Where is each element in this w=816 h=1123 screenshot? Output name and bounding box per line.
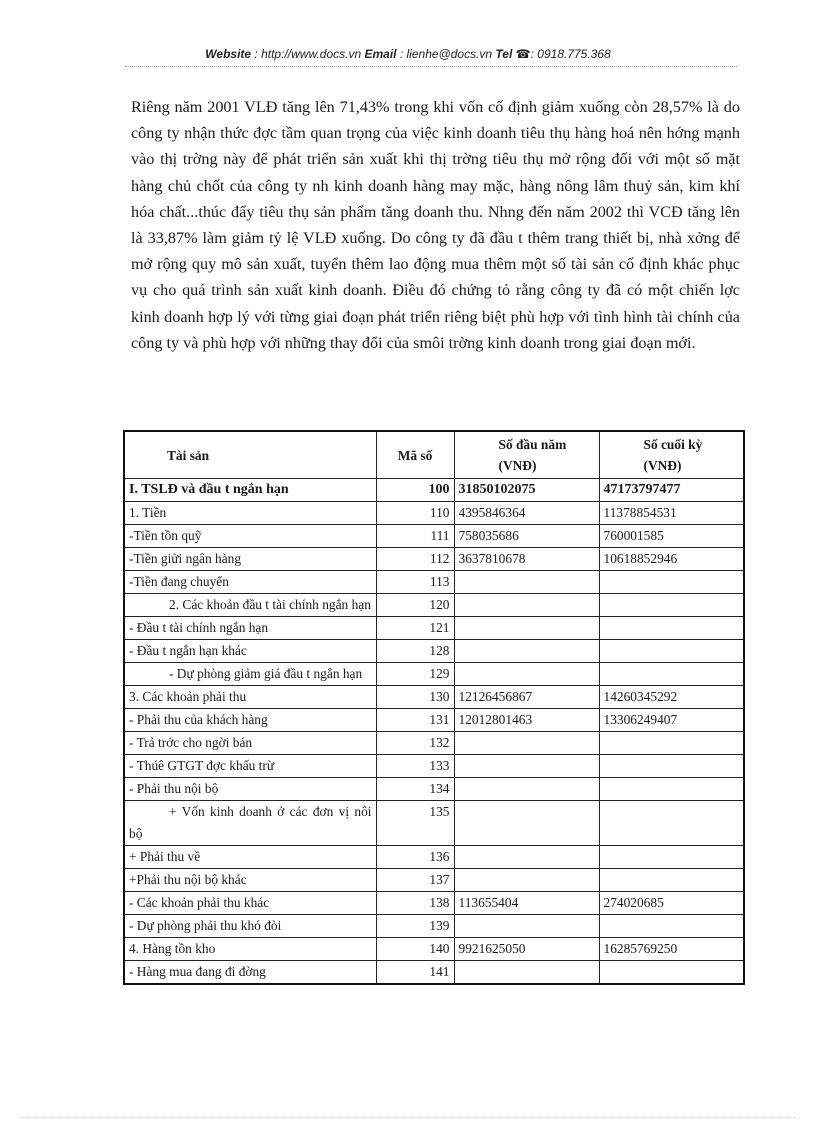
code-cell: 100: [376, 479, 454, 502]
table-row: [124, 801, 744, 846]
asset-name-cell: - Hàng mua đang đi đờng: [124, 961, 376, 985]
asset-name-cell: 4. Hàng tồn kho: [124, 938, 376, 961]
table-row: [124, 479, 744, 502]
end-value-cell: [599, 869, 744, 892]
table-row: [124, 525, 744, 548]
asset-name-cell: +Phải thu nội bộ khác: [124, 869, 376, 892]
begin-value-cell: [454, 617, 599, 640]
asset-name-cell: 2. Các khoản đầu t tài chính ngắn hạn: [124, 594, 376, 617]
code-cell: 141: [376, 961, 454, 985]
table-row: [124, 640, 744, 663]
code-cell: 128: [376, 640, 454, 663]
asset-table: [123, 430, 745, 985]
phone-number: : 0918.775.368: [530, 47, 611, 61]
code-cell: 137: [376, 869, 454, 892]
begin-value-cell: [454, 732, 599, 755]
table-row: [124, 663, 744, 686]
code-cell: 129: [376, 663, 454, 686]
asset-name-cell: - Đầu t ngắn hạn khác: [124, 640, 376, 663]
begin-value-cell: [454, 594, 599, 617]
table-row: [124, 732, 744, 755]
email-label: Email: [364, 47, 397, 61]
begin-value-cell: 12126456867: [454, 686, 599, 709]
asset-name-cell: -Tiền đang chuyển: [124, 571, 376, 594]
begin-value-cell: [454, 801, 599, 846]
code-cell: 136: [376, 846, 454, 869]
begin-value-cell: 4395846364: [454, 502, 599, 525]
end-value-cell: [599, 755, 744, 778]
code-cell: 120: [376, 594, 454, 617]
code-cell: 138: [376, 892, 454, 915]
table-row: [124, 915, 744, 938]
code-cell: 131: [376, 709, 454, 732]
table-row: [124, 892, 744, 915]
header-divider: [125, 66, 737, 67]
end-value-cell: 274020685: [599, 892, 744, 915]
begin-value-cell: [454, 846, 599, 869]
end-value-cell: 14260345292: [599, 686, 744, 709]
tel-label: Tel: [495, 47, 513, 61]
asset-name-cell: I. TSLĐ và đầu t ngắn hạn: [124, 479, 376, 502]
website-url[interactable]: : http://www.docs.vn: [254, 47, 362, 61]
begin-value-cell: 12012801463: [454, 709, 599, 732]
begin-value-cell: [454, 915, 599, 938]
email-address[interactable]: : lienhe@docs.vn: [399, 47, 493, 61]
asset-name-cell: - Đầu t tài chính ngắn hạn: [124, 617, 376, 640]
footer-divider: [20, 1117, 796, 1118]
begin-value-cell: [454, 961, 599, 985]
table-row: [124, 846, 744, 869]
table-row: [124, 961, 744, 985]
begin-value-cell: 3637810678: [454, 548, 599, 571]
asset-name-cell: - Phải thu của khách hàng: [124, 709, 376, 732]
table-row: [124, 938, 744, 961]
asset-name-cell: -Tiền tồn quỹ: [124, 525, 376, 548]
begin-value-cell: 758035686: [454, 525, 599, 548]
asset-name-cell: - Các khoản phải thu khác: [124, 892, 376, 915]
end-value-cell: [599, 961, 744, 985]
website-label: Website: [205, 47, 252, 61]
asset-name-cell: - Thúê GTGT đợc khấu trừ: [124, 755, 376, 778]
begin-value-cell: [454, 571, 599, 594]
end-value-cell: [599, 571, 744, 594]
begin-value-cell: [454, 778, 599, 801]
begin-value-cell: 31850102075: [454, 479, 599, 502]
end-value-cell: [599, 915, 744, 938]
end-value-cell: [599, 846, 744, 869]
asset-name-cell: 3. Các khoản phải thu: [124, 686, 376, 709]
asset-name-cell: - Phải thu nội bộ: [124, 778, 376, 801]
asset-name-cell: + Vốn kinh doanh ở các đơn vị nôi bộ: [124, 801, 376, 846]
asset-name-cell: 1. Tiền: [124, 502, 376, 525]
end-value-cell: [599, 663, 744, 686]
end-value-cell: [599, 594, 744, 617]
table-row: [124, 869, 744, 892]
code-cell: 112: [376, 548, 454, 571]
end-value-cell: [599, 732, 744, 755]
code-cell: 140: [376, 938, 454, 961]
asset-name-cell: - Trả trớc cho ngời bán: [124, 732, 376, 755]
table-row: [124, 686, 744, 709]
end-value-cell: 47173797477: [599, 479, 744, 502]
asset-name-cell: - Dự phòng giảm giá đầu t ngắn hạn: [124, 663, 376, 686]
end-value-cell: 760001585: [599, 525, 744, 548]
end-value-cell: [599, 778, 744, 801]
table-row: [124, 778, 744, 801]
page-header: [0, 47, 816, 61]
code-cell: 132: [376, 732, 454, 755]
begin-value-cell: 9921625050: [454, 938, 599, 961]
asset-name-cell: - Dự phòng phải thu khó đòi: [124, 915, 376, 938]
code-cell: 139: [376, 915, 454, 938]
begin-value-cell: 113655404: [454, 892, 599, 915]
table-row: [124, 502, 744, 525]
table-header-row: [124, 431, 744, 479]
begin-value-cell: [454, 663, 599, 686]
code-cell: 130: [376, 686, 454, 709]
code-cell: 113: [376, 571, 454, 594]
code-cell: 111: [376, 525, 454, 548]
body-paragraph: Riêng năm 2001 VLĐ tăng lên 71,43% trong khi vốn cố định giảm xuống còn 28,57% là do công ty nhận thức đợc tầm quan trọng của việc kinh doanh tiêu thụ hàng hoá nên hớng mạnh vào thị trờng này để phát triển sản xuất khi thị trờng tiêu thụ mở rộng đối với một số mặt hàng chủ chốt của công ty nh kinh doanh hàng may mặc, hàng nông lâm thuỷ sản, kim khí hóa chất...thúc đẩy tiêu thụ sản phẩm tăng doanh thu. Nhng đến năm 2002 thì VCĐ tăng lên là 33,87% làm giảm tỷ lệ VLĐ xuống. Do công ty đã đầu t thêm trang thiết bị, nhà xởng để mở rộng quy mô sản xuất, tuyển thêm lao động mua thêm một số tài sản cố định khác phục vụ cho quá trình sản xuất kinh doanh. Điều đó chứng tỏ rằng công ty đã có một chiến lợc kinh doanh hợp lý với từng giai đoạn phát triển riêng biệt phù hợp với tình hình tài chính của công ty và phù hợp với những thay đổi của smôi trờng kinh doanh trong giai đoạn mới.: [131, 98, 740, 352]
table-row: [124, 617, 744, 640]
begin-value-cell: [454, 755, 599, 778]
end-value-cell: 11378854531: [599, 502, 744, 525]
begin-value-cell: [454, 869, 599, 892]
code-cell: 134: [376, 778, 454, 801]
table-row: [124, 548, 744, 571]
code-cell: 133: [376, 755, 454, 778]
end-value-cell: 13306249407: [599, 709, 744, 732]
header-begin: Số đầu năm (VNĐ): [454, 431, 599, 479]
phone-icon: ☎: [515, 47, 531, 61]
code-cell: 135: [376, 801, 454, 846]
header-end: Số cuối kỳ (VNĐ): [599, 431, 744, 479]
end-value-cell: [599, 801, 744, 846]
header-code: Mã số: [376, 431, 454, 479]
end-value-cell: [599, 617, 744, 640]
table-row: [124, 755, 744, 778]
code-cell: 121: [376, 617, 454, 640]
header-asset: Tài sản: [124, 431, 376, 479]
table-row: [124, 594, 744, 617]
end-value-cell: [599, 640, 744, 663]
end-value-cell: 10618852946: [599, 548, 744, 571]
end-value-cell: 16285769250: [599, 938, 744, 961]
begin-value-cell: [454, 640, 599, 663]
table-body: [124, 479, 744, 985]
asset-name-cell: -Tiền giửi ngân hàng: [124, 548, 376, 571]
code-cell: 110: [376, 502, 454, 525]
table-row: [124, 571, 744, 594]
asset-name-cell: + Phải thu về: [124, 846, 376, 869]
table-row: [124, 709, 744, 732]
